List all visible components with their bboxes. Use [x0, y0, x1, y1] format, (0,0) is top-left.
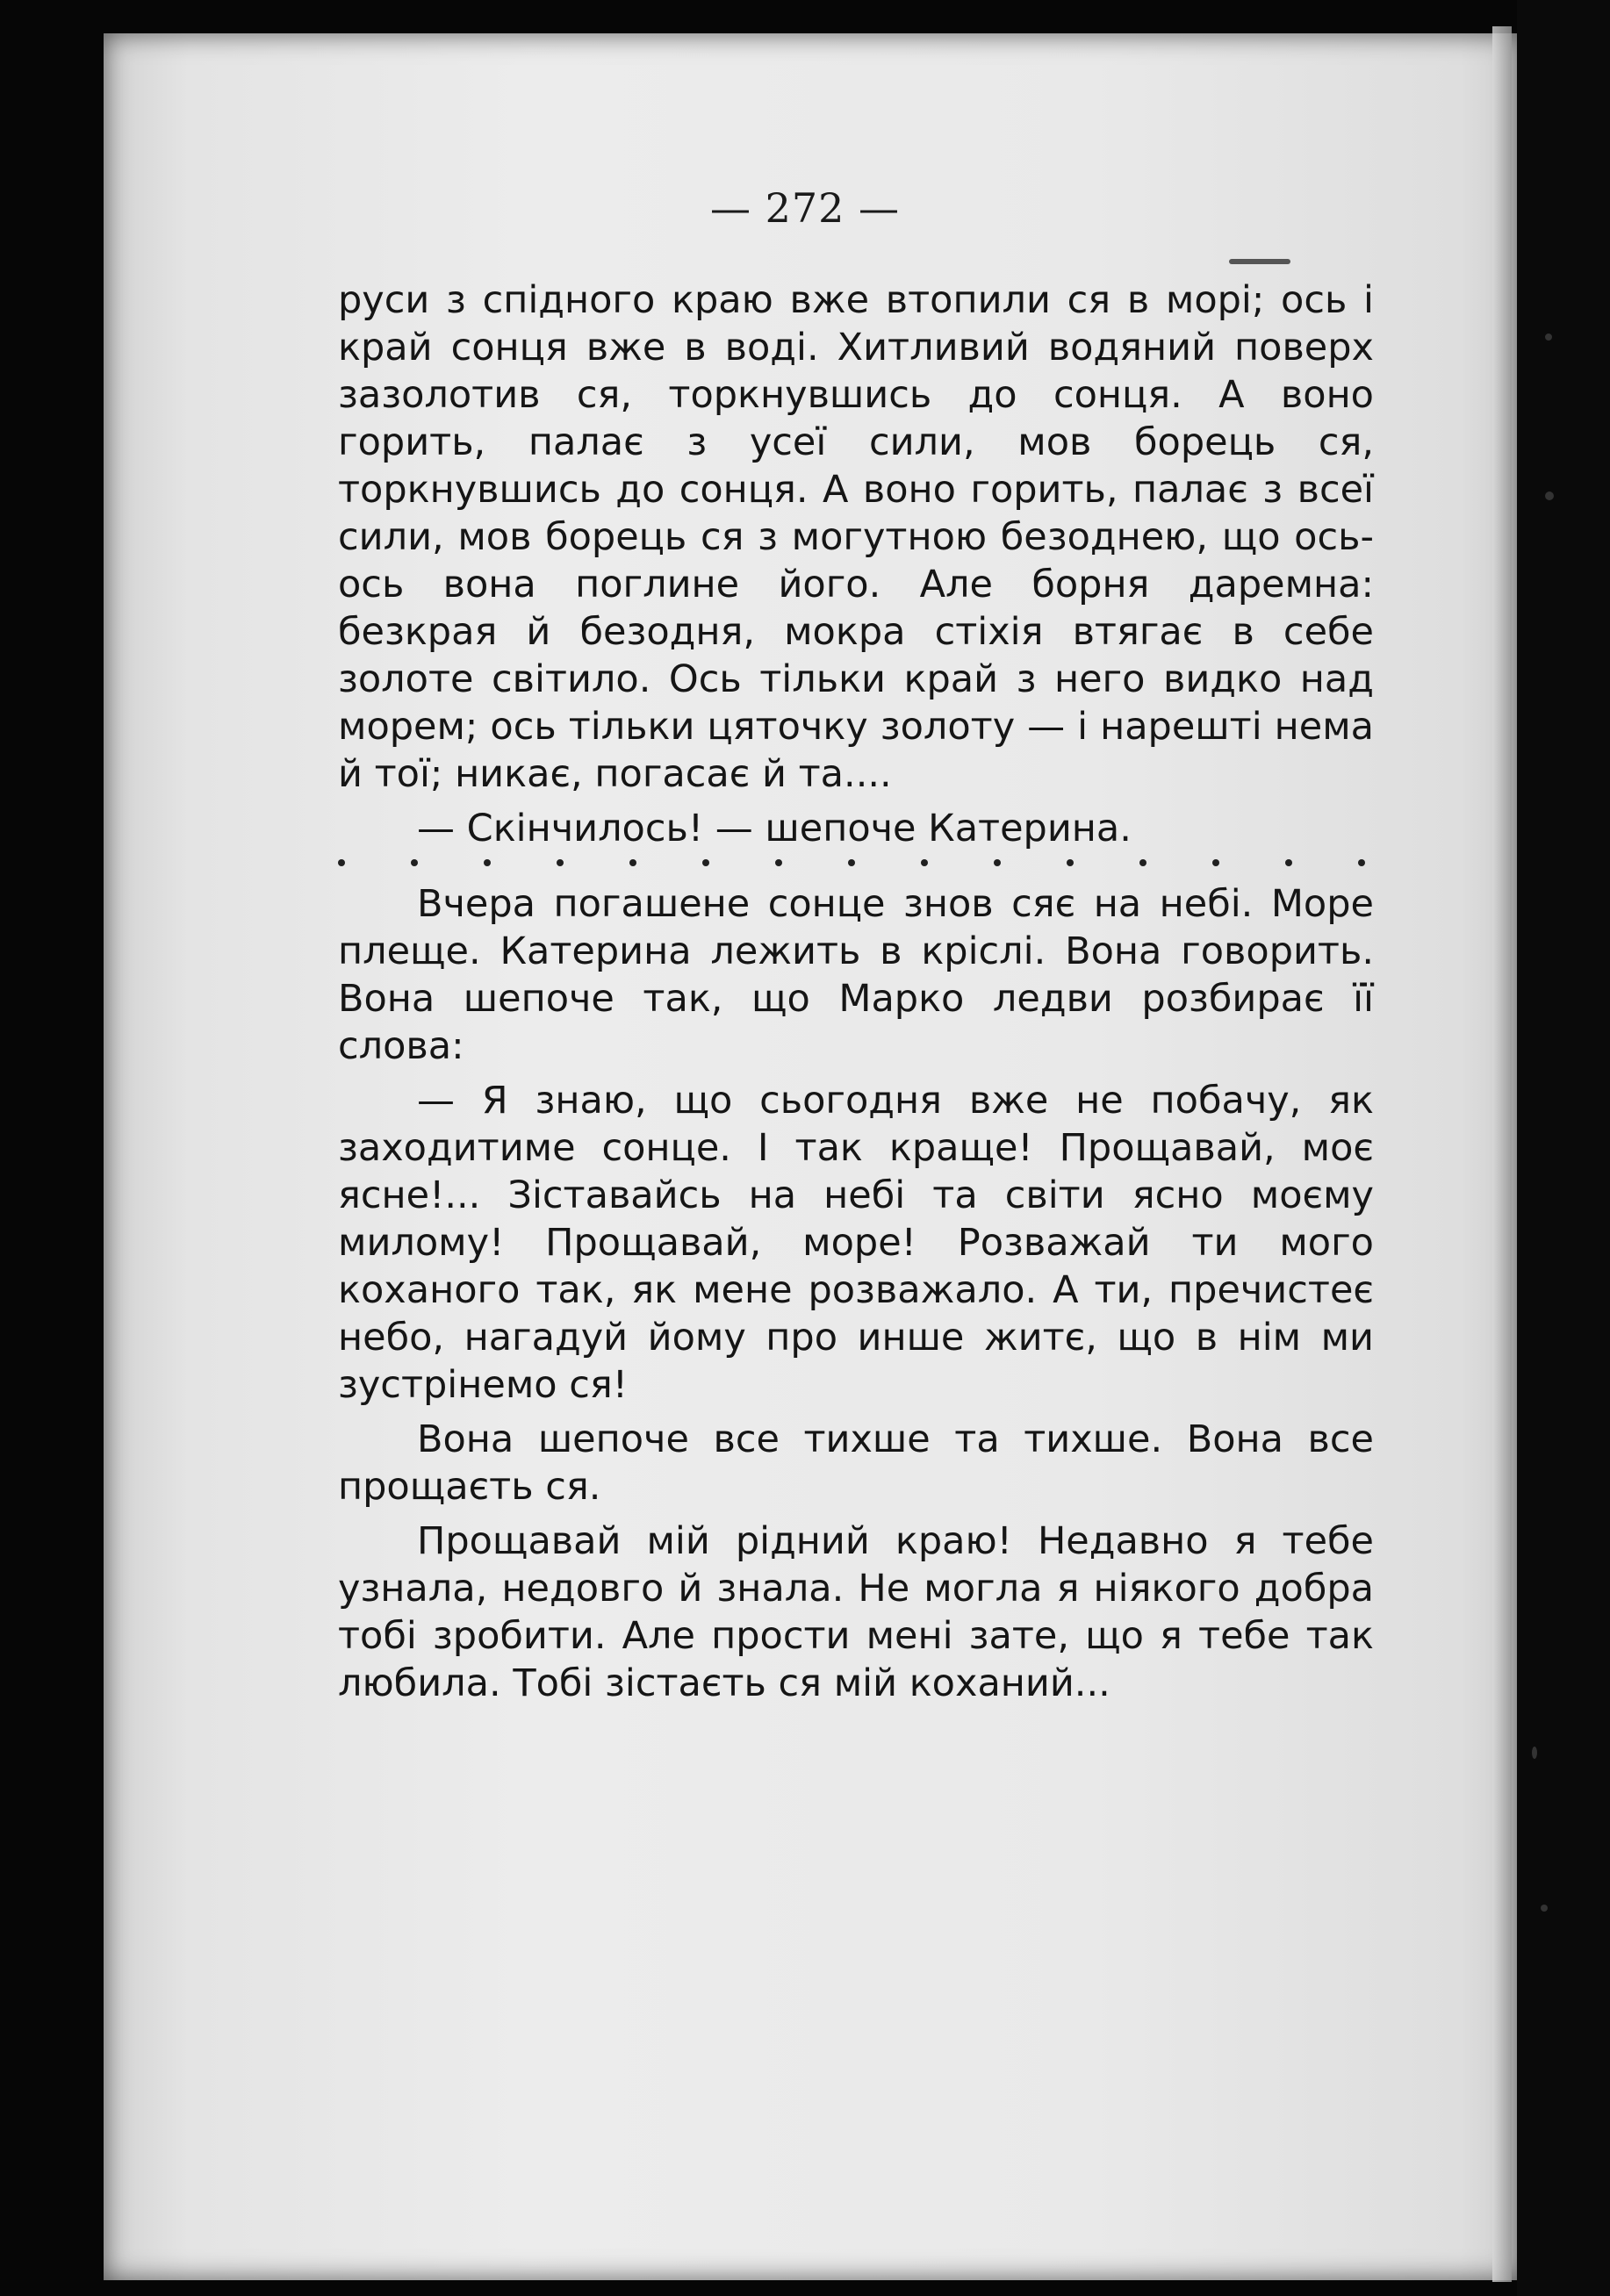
scan-speck	[1532, 1747, 1537, 1759]
paragraph-4: — Я знаю, що сьогодня вже не побачу, як заходитиме сонце. І так краще! Прощавай, моє ясне!... Зіставайсь на небі та світи ясно моєму милому! Прощавай, море! Розважай ти мого коханого так, як мене розважало. А ти, пречистеє небо, нагадуй йому про инше житє, що в нім ми зустрінемо ся!	[338, 1079, 1374, 1407]
paragraph-6: Прощавай мій рідний краю! Недавно я тебе узнала, недовго й знала. Не могла я ніякого добра тобі зробити. Але прости мені зате, що я тебе так любила. Тобі зістаєть ся мій коханий...	[338, 1519, 1374, 1705]
paragraph-3: Вчера погашене сонце знов сяє на небі. Море плеще. Катерина лежить в кріслі. Вона говорить. Вона шепоче так, що Марко ледви розбирає її слова:	[338, 882, 1374, 1068]
page-number: — 272 —	[709, 184, 901, 232]
paragraph-1: руси з спідного краю вже втопили ся в морі; ось і край сонця вже в воді. Хитливий водяний поверх зазолотив ся, торкнувшись до сонця. А воно горить, палає з усеї сили, мов борець ся, торкнувшись до сонця. А воно горить, палає з всеї сили, мов борець ся з могутною безоднею, що ось-ось вона поглине його. Але борня даремна: безкрая й безодня, мокра стіхія втягає в себе золоте світило. Ось тільки край з него видко над морем; ось тільки цяточку золоту — і нарешті нема й тої; никає, погасає й та....	[338, 278, 1374, 796]
paragraph-5: Вона шепоче все тихше та тихше. Вона все прощаєть ся.	[338, 1417, 1374, 1509]
scan-speck	[1545, 491, 1554, 500]
paragraph-2: — Скінчилось! — шепоче Катерина.	[417, 807, 1132, 850]
scan-border	[1517, 0, 1610, 2296]
section-separator	[338, 859, 1374, 866]
page-edge	[1492, 26, 1512, 2282]
scan-speck	[1541, 1905, 1548, 1912]
body-text	[338, 276, 1374, 1714]
scan-speck	[1545, 334, 1552, 341]
scan-speck	[1229, 259, 1290, 264]
